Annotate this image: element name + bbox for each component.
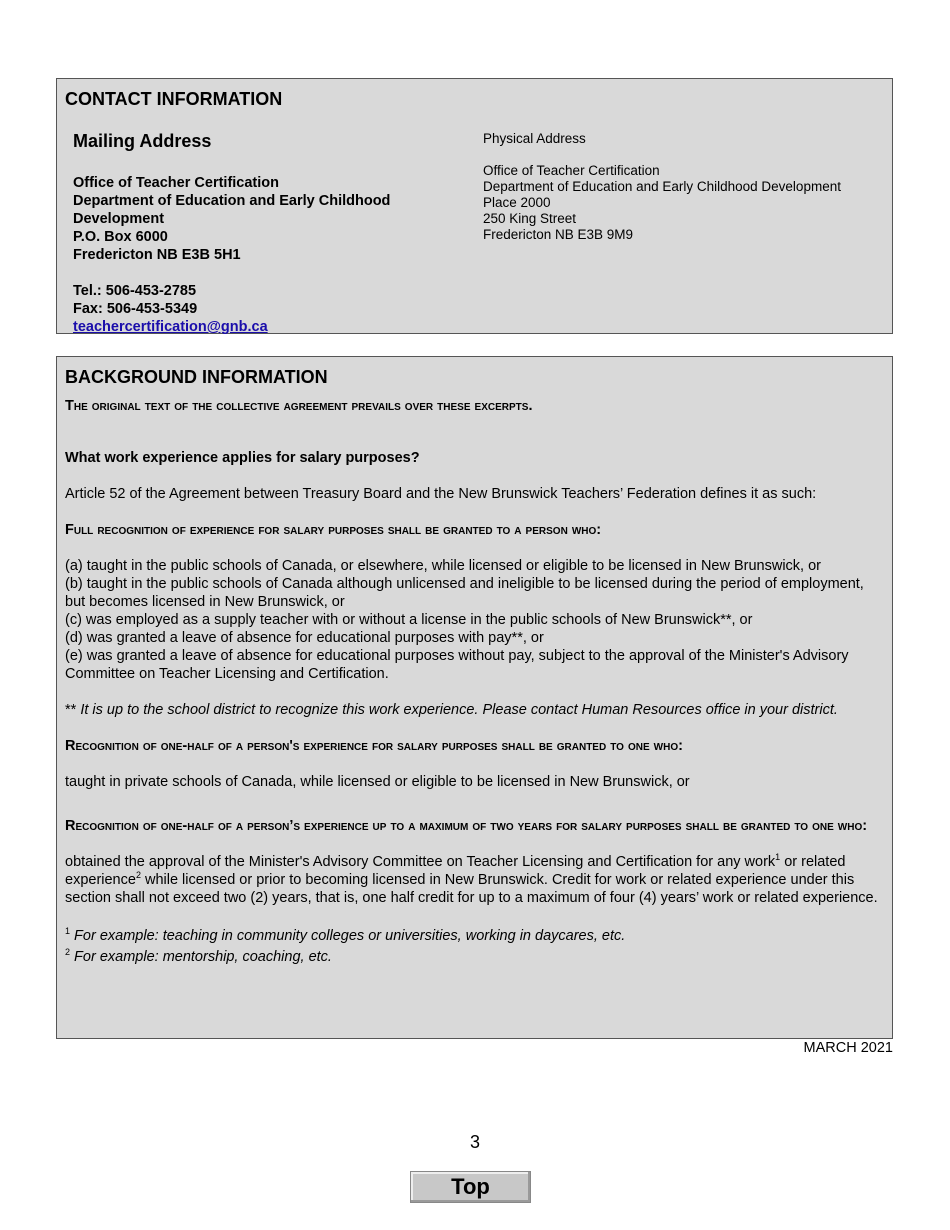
- fax-number: Fax: 506-453-5349: [73, 301, 198, 317]
- contact-information-title: CONTACT INFORMATION: [65, 89, 283, 109]
- telephone-number: Tel.: 506-453-2785: [73, 283, 197, 299]
- physical-line-building: Place 2000: [483, 195, 551, 210]
- salary-question: What work experience applies for salary purposes?: [65, 450, 420, 466]
- footnote-2: $^2$ For example: mentorship, coaching, etc.: [65, 947, 332, 965]
- half-recognition-heading: Recognition of one-half of a person's experience for salary purposes shall be granted to one who:: [65, 738, 683, 754]
- max-recognition-heading: Recognition of one-half of a person’s experience up to a maximum of two years for salary purposes shall be granted to one who:: [65, 818, 868, 834]
- district-note: [65, 701, 887, 719]
- list-item-c: (c) was employed as a supply teacher with or without a license in the public schools of New Brunswick**, or: [65, 612, 753, 628]
- list-item-a: (a) taught in the public schools of Canada, or elsewhere, while licensed or eligible to be licensed in New Brunswick, or: [65, 558, 822, 574]
- page-number: 3: [469, 1132, 480, 1152]
- top-button[interactable]: Top: [410, 1171, 531, 1203]
- mailing-address-heading: Mailing Address: [73, 131, 212, 151]
- physical-line-department: Department of Education and Early Childhood Development: [483, 179, 841, 194]
- note-text: It is up to the school district to recognize this work experience. Please contact Human Resources office in your district.: [80, 702, 838, 718]
- list-item-b: (b) taught in the public schools of Canada although unlicensed and ineligible to be licensed during the period of employment, but becomes licensed in New Brunswick, or: [65, 576, 864, 610]
- half-recognition-text: taught in private schools of Canada, while licensed or eligible to be licensed in New Brunswick, or: [65, 774, 690, 790]
- physical-line-street: 250 King Street: [483, 211, 577, 226]
- article-statement: Article 52 of the Agreement between Treasury Board and the New Brunswick Teachers’ Federation defines it as such:: [65, 486, 817, 502]
- physical-line-city: Fredericton NB E3B 9M9: [483, 227, 634, 242]
- mailing-line-po-box: P.O. Box 6000: [73, 229, 168, 245]
- footnote-ref-1: 1: [775, 852, 781, 863]
- physical-address-section: [483, 131, 883, 243]
- background-information-title: BACKGROUND INFORMATION: [65, 367, 328, 387]
- footnote-1: $^1$ For example: teaching in community colleges or universities, working in daycares, etc.: [65, 926, 626, 944]
- physical-line-office: Office of Teacher Certification: [483, 163, 660, 178]
- background-content: [65, 397, 887, 966]
- email-link[interactable]: teachercertification@gnb.ca: [73, 319, 268, 335]
- mailing-line-department: Department of Education and Early Childhood Development: [73, 193, 391, 227]
- list-item-d: (d) was granted a leave of absence for educational purposes with pay**, or: [65, 630, 544, 646]
- full-recognition-heading: Full recognition of experience for salary purposes shall be granted to a person who:: [65, 522, 602, 538]
- note-marker: **: [65, 702, 81, 718]
- physical-address-heading: Physical Address: [483, 131, 586, 146]
- prevails-statement: The original text of the collective agreement prevails over these excerpts.: [65, 398, 533, 414]
- mailing-address-section: [73, 131, 443, 336]
- background-information-box: [56, 356, 893, 1039]
- mailing-line-office: Office of Teacher Certification: [73, 175, 279, 191]
- footnote-ref-2: 2: [135, 870, 141, 881]
- list-item-e: (e) was granted a leave of absence for educational purposes without pay, subject to the approval of the Minister's Advisory Committee on Teacher Licensing and Certification.: [65, 648, 849, 682]
- mailing-line-city: Fredericton NB E3B 5H1: [73, 247, 241, 263]
- document-date: MARCH 2021: [803, 1040, 893, 1056]
- contact-information-box: [56, 78, 893, 334]
- max-recognition-text: obtained the approval of the Minister's Advisory Committee on Teacher Licensing and Certification for any work$^1$ or related experience$^2$ while licensed or prior to becoming licensed in New Brunswick. Credit for work or related experience under this section shall not exceed two (2) years, that is, one half credit for up to a maximum of four (4) years’ work or related experience.: [65, 852, 878, 906]
